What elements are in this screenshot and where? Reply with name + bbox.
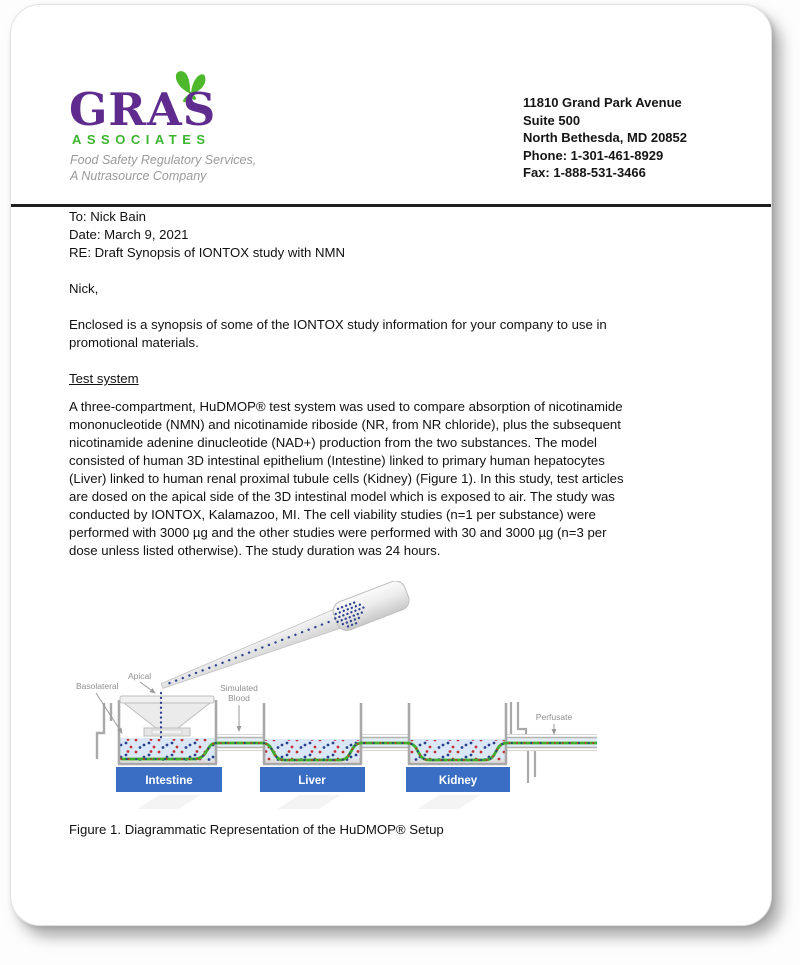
tagline-line-1: Food Safety Regulatory Services, — [70, 153, 257, 167]
intro-line: promotional materials. — [69, 335, 199, 350]
logo-associates-text: ASSOCIATES — [72, 132, 211, 147]
figure-1-diagram — [64, 581, 606, 813]
perfusate-label: Perfusate — [535, 712, 573, 722]
liver-well — [263, 703, 362, 764]
figure-caption: Figure 1. Diagrammatic Representation of the HuDMOP® Setup — [69, 822, 444, 837]
kidney-well — [408, 703, 507, 764]
body-line: performed with 3000 µg and the other studies were performed with 30 and 3000 µg (n=3 per — [69, 525, 607, 540]
body-line: consisted of human 3D intestinal epithelium (Intestine) linked to primary human hepatocytes — [69, 453, 605, 468]
document-page — [10, 4, 772, 926]
section-heading: Test system — [69, 371, 139, 386]
intro-line: Enclosed is a synopsis of some of the IONTOX study information for your company to use in — [69, 317, 607, 332]
address-block — [523, 94, 687, 182]
salutation: Nick, — [69, 281, 99, 296]
address-line: 11810 Grand Park Avenue — [523, 95, 682, 110]
left-frame-bracket — [97, 703, 111, 759]
address-line: North Bethesda, MD 20852 — [523, 130, 687, 145]
logo-gras-wordmark: GRAS — [69, 83, 217, 136]
body-line: A three-compartment, HuDMOP® test system was used to compare absorption of nicotinamide — [69, 399, 623, 414]
kidney-label: Kidney — [438, 775, 478, 787]
body-line: conducted by IONTOX, Kalamazoo, MI. The cell viability studies (n=1 per substance) were — [69, 507, 596, 522]
pipette — [157, 581, 412, 700]
body-line: (Liver) linked to human renal proximal tubule cells (Kidney) (Figure 1). In this study, test articles — [69, 471, 624, 486]
body-line: dose unless listed otherwise). The study duration was 24 hours. — [69, 543, 441, 558]
intro-paragraph — [69, 316, 607, 352]
body-line: nicotinamide adenine dinucleotide (NAD+) production from the two substances. The model — [69, 435, 597, 450]
compartment-labels — [116, 767, 510, 792]
meta-to: To: Nick Bain — [69, 209, 146, 224]
address-line: Fax: 1-888-531-3466 — [523, 165, 646, 180]
address-line: Phone: 1-301-461-8929 — [523, 147, 664, 163]
meta-date: Date: March 9, 2021 — [69, 227, 189, 242]
intestine-well — [118, 696, 217, 764]
body-line: are dosed on the apical side of the 3D intestinal model which is exposed to air. The study was — [69, 489, 615, 504]
simulated-blood-label-2: Blood — [228, 693, 250, 703]
basolateral-label: Basolateral — [76, 681, 119, 691]
floor-shadow-streaks — [137, 795, 481, 809]
intestine-label: Intestine — [145, 775, 193, 787]
transwell-insert — [120, 696, 214, 736]
address-line: Suite 500 — [523, 112, 581, 128]
logo-tagline — [70, 152, 256, 184]
body-line: mononucleotide (NMN) and nicotinamide riboside (NR, from NR chloride), plus the subsequent — [69, 417, 621, 432]
simulated-blood-label-1: Simulated — [220, 683, 258, 693]
apical-label: Apical — [128, 671, 152, 681]
letter-meta — [69, 208, 345, 262]
body-paragraph — [69, 398, 769, 560]
letterhead-divider — [11, 204, 771, 207]
meta-re: RE: Draft Synopsis of IONTOX study with NMN — [69, 245, 346, 260]
tagline-line-2: A Nutrasource Company — [70, 169, 207, 183]
liver-label: Liver — [298, 775, 326, 787]
